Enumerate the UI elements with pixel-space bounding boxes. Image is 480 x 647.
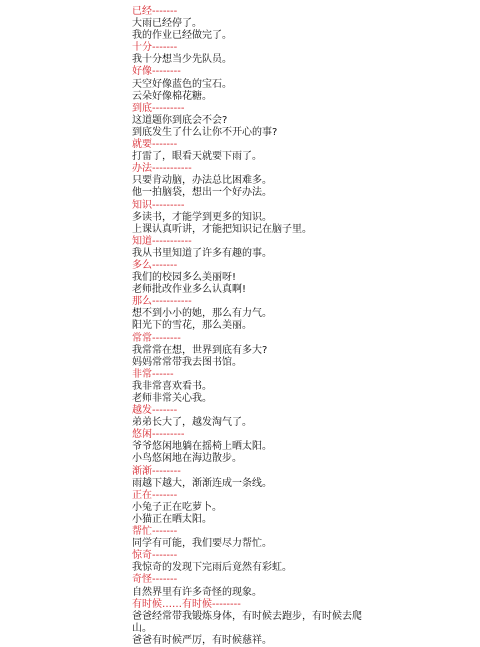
vocabulary-term: 越发------- xyxy=(132,405,178,417)
example-sentence: 我常常在想，世界到底有多大? xyxy=(132,344,268,356)
vocabulary-entry xyxy=(132,574,480,598)
example-sentence: 天空好像蓝色的宝石。 xyxy=(132,78,232,90)
example-sentence: 云朵好像棉花糖。 xyxy=(132,90,212,102)
vocabulary-entry xyxy=(132,139,480,163)
example-sentence: 上课认真听讲，才能把知识记在脑子里。 xyxy=(132,223,312,235)
vocabulary-term: 帮忙------- xyxy=(132,526,178,538)
vocabulary-term: 有时候……有时候-------- xyxy=(132,598,241,610)
vocabulary-entry xyxy=(132,490,480,526)
vocabulary-term: 知识--------- xyxy=(132,199,185,211)
vocabulary-entry xyxy=(132,550,480,574)
vocabulary-entry xyxy=(132,466,480,490)
example-sentence: 我的作业已经做完了。 xyxy=(132,30,232,42)
example-sentence: 阳光下的雪花，那么美丽。 xyxy=(132,320,252,332)
vocabulary-entry xyxy=(132,599,480,647)
example-sentence: 爸爸经常带我锻炼身体，有时候去跑步，有时候去爬 xyxy=(132,610,362,622)
example-sentence: 这道题你到底会不会? xyxy=(132,114,228,126)
example-sentence: 爸爸有时候严厉，有时候慈祥。 xyxy=(132,634,272,646)
vocabulary-term: 十分------- xyxy=(132,42,178,54)
vocabulary-term: 正在------- xyxy=(132,489,178,501)
example-sentence: 我惊奇的发现下完雨后竟然有彩虹。 xyxy=(132,562,292,574)
vocabulary-entry xyxy=(132,200,480,236)
vocabulary-entry xyxy=(132,405,480,429)
vocabulary-entry xyxy=(132,163,480,199)
vocabulary-entry xyxy=(132,333,480,369)
example-sentence: 我从书里知道了许多有趣的事。 xyxy=(132,247,272,259)
vocabulary-entry xyxy=(132,66,480,102)
example-sentence: 想不到小小的她，那么有力气。 xyxy=(132,308,272,320)
example-sentence: 只要肯动脑，办法总比困难多。 xyxy=(132,175,272,187)
example-sentence: 到底发生了什么让你不开心的事? xyxy=(132,126,278,138)
vocabulary-entry xyxy=(132,103,480,139)
example-sentence: 山。 xyxy=(132,622,152,634)
vocabulary-entry xyxy=(132,260,480,296)
example-sentence: 同学有可能，我们要尽力帮忙。 xyxy=(132,538,272,550)
vocabulary-term: 那么----------- xyxy=(132,296,192,308)
vocabulary-entry xyxy=(132,42,480,66)
example-sentence: 我十分想当少先队员。 xyxy=(132,54,232,66)
vocabulary-entry xyxy=(132,369,480,405)
vocabulary-term: 办法----------- xyxy=(132,163,192,175)
example-sentence: 打雷了，眼看天就要下雨了。 xyxy=(132,151,262,163)
vocabulary-entry xyxy=(132,236,480,260)
example-sentence: 妈妈常常带我去图书馆。 xyxy=(132,356,242,368)
vocabulary-term: 已经------- xyxy=(132,6,178,17)
example-sentence: 他一拍脑袋，想出一个好办法。 xyxy=(132,187,272,199)
example-sentence: 小兔子正在吃萝卜。 xyxy=(132,501,222,513)
example-sentence: 我们的校园多么美丽呀! xyxy=(132,272,237,284)
example-sentence: 小猫正在晒太阳。 xyxy=(132,513,212,525)
vocabulary-list xyxy=(132,6,480,647)
example-sentence: 大雨已经停了。 xyxy=(132,18,202,30)
vocabulary-entry xyxy=(132,296,480,332)
example-sentence: 我非常喜欢看书。 xyxy=(132,380,212,392)
example-sentence: 小鸟悠闲地在海边散步。 xyxy=(132,453,242,465)
vocabulary-term: 惊奇------- xyxy=(132,550,178,562)
vocabulary-term: 到底--------- xyxy=(132,102,185,114)
vocabulary-entry xyxy=(132,429,480,465)
vocabulary-entry xyxy=(132,6,480,42)
example-sentence: 多读书，才能学到更多的知识。 xyxy=(132,211,272,223)
example-sentence: 老师批改作业多么认真啊! xyxy=(132,284,247,296)
vocabulary-term: 奇怪------- xyxy=(132,574,178,586)
example-sentence: 老师非常关心我。 xyxy=(132,393,212,404)
example-sentence: 爷爷悠闲地躺在摇椅上晒太阳。 xyxy=(132,441,272,453)
example-sentence: 自然界里有许多奇怪的现象。 xyxy=(132,586,262,598)
vocabulary-term: 常常-------- xyxy=(132,332,181,344)
vocabulary-term: 渐渐-------- xyxy=(132,465,181,477)
vocabulary-term: 多么------- xyxy=(132,259,178,271)
example-sentence: 雨越下越大，渐渐连成一条线。 xyxy=(132,477,272,489)
vocabulary-term: 非常------ xyxy=(132,368,174,380)
example-sentence: 弟弟长大了，越发淘气了。 xyxy=(132,417,252,429)
vocabulary-entry xyxy=(132,526,480,550)
vocabulary-term: 好像-------- xyxy=(132,66,181,78)
vocabulary-term: 知道----------- xyxy=(132,235,192,247)
vocabulary-term: 就要------- xyxy=(132,139,178,151)
vocabulary-term: 悠闲--------- xyxy=(132,429,185,441)
